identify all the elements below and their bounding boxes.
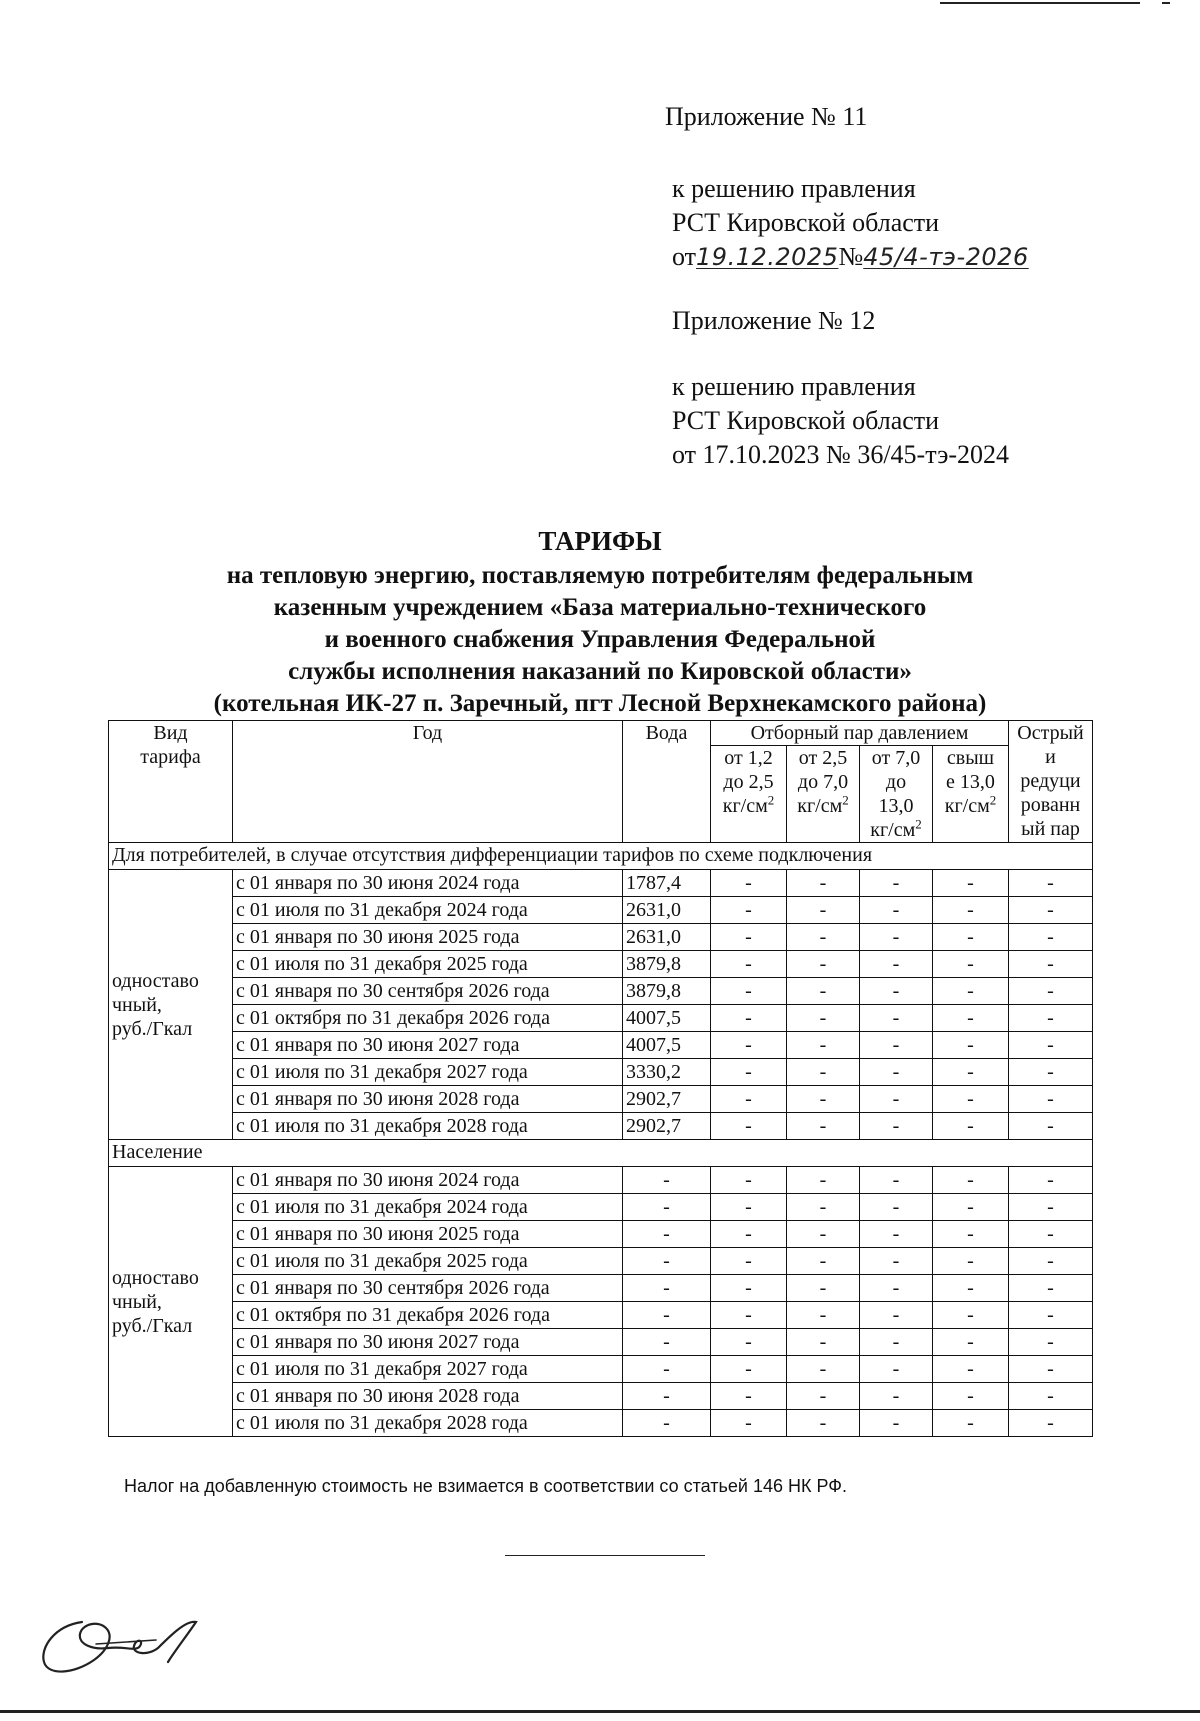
- table-row: [109, 1032, 1093, 1059]
- empty-value-cell: -: [933, 1005, 1009, 1032]
- empty-value-cell: -: [787, 1248, 860, 1275]
- empty-value-cell: -: [787, 1194, 860, 1221]
- table-row: [109, 1383, 1093, 1410]
- period-cell: с 01 января по 30 июня 2025 года: [233, 1221, 623, 1248]
- table-row: [109, 1167, 1093, 1194]
- appendix-12-line1: к решению правления: [672, 372, 916, 401]
- empty-value-cell: -: [711, 978, 787, 1005]
- appendix-12-line2: РСТ Кировской области: [672, 406, 940, 435]
- water-value-cell: 2631,0: [623, 897, 711, 924]
- appendix-12-title: Приложение № 12: [672, 306, 876, 335]
- header-year: Год: [233, 721, 623, 843]
- empty-value-cell: -: [860, 1005, 933, 1032]
- empty-value-cell: -: [860, 1248, 933, 1275]
- empty-value-cell: -: [711, 924, 787, 951]
- empty-value-cell: -: [787, 1410, 860, 1437]
- empty-value-cell: -: [1009, 870, 1093, 897]
- empty-value-cell: -: [711, 1194, 787, 1221]
- table-row: [109, 1275, 1093, 1302]
- empty-value-cell: -: [787, 1086, 860, 1113]
- water-value-cell: -: [623, 1248, 711, 1275]
- header-steam-7-13: от 7,0 до 13,0 $кг/см^2$: [860, 746, 933, 843]
- empty-value-cell: -: [860, 1302, 933, 1329]
- vat-note: Налог на добавленную стоимость не взимается в соответствии со статьей 146 НК РФ.: [124, 1476, 847, 1496]
- empty-value-cell: -: [711, 1005, 787, 1032]
- period-cell: с 01 июля по 31 декабря 2027 года: [233, 1356, 623, 1383]
- empty-value-cell: -: [1009, 1248, 1093, 1275]
- empty-value-cell: -: [1009, 1275, 1093, 1302]
- document-title: [100, 522, 1100, 720]
- empty-value-cell: -: [860, 1086, 933, 1113]
- empty-value-cell: -: [787, 978, 860, 1005]
- empty-value-cell: -: [1009, 1167, 1093, 1194]
- empty-value-cell: -: [933, 1302, 1009, 1329]
- empty-value-cell: -: [933, 1275, 1009, 1302]
- table-row: [109, 978, 1093, 1005]
- title-line: службы исполнения наказаний по Кировской области»: [288, 658, 912, 685]
- empty-value-cell: -: [860, 897, 933, 924]
- section-label: Для потребителей, в случае отсутствия дифференциации тарифов по схеме подключения: [109, 843, 1093, 870]
- empty-value-cell: -: [1009, 897, 1093, 924]
- empty-value-cell: -: [1009, 1032, 1093, 1059]
- table-row: [109, 1329, 1093, 1356]
- empty-value-cell: -: [1009, 1410, 1093, 1437]
- empty-value-cell: -: [860, 1410, 933, 1437]
- water-value-cell: 2902,7: [623, 1113, 711, 1140]
- empty-value-cell: -: [711, 1086, 787, 1113]
- period-cell: с 01 января по 30 июня 2028 года: [233, 1383, 623, 1410]
- empty-value-cell: -: [1009, 1221, 1093, 1248]
- table-row: [109, 1248, 1093, 1275]
- table-row: [109, 897, 1093, 924]
- empty-value-cell: -: [711, 1329, 787, 1356]
- header-sharp-steam: Острый и редуци рованн ый пар: [1009, 721, 1093, 843]
- water-value-cell: -: [623, 1302, 711, 1329]
- empty-value-cell: -: [860, 1167, 933, 1194]
- table-row: [109, 1356, 1093, 1383]
- water-value-cell: -: [623, 1329, 711, 1356]
- period-cell: с 01 июля по 31 декабря 2025 года: [233, 1248, 623, 1275]
- section-row: [109, 843, 1093, 870]
- appendix-11-line1: к решению правления: [672, 174, 916, 203]
- empty-value-cell: -: [711, 1167, 787, 1194]
- period-cell: с 01 октября по 31 декабря 2026 года: [233, 1005, 623, 1032]
- title-heading: ТАРИФЫ: [538, 526, 662, 556]
- water-value-cell: 4007,5: [623, 1032, 711, 1059]
- empty-value-cell: -: [860, 978, 933, 1005]
- header-tariff-kind: Вид тарифа: [109, 721, 233, 843]
- empty-value-cell: -: [787, 870, 860, 897]
- empty-value-cell: -: [933, 1032, 1009, 1059]
- water-value-cell: 3879,8: [623, 951, 711, 978]
- header-water: Вода: [623, 721, 711, 843]
- empty-value-cell: -: [933, 1113, 1009, 1140]
- appendix-12-line3: от 17.10.2023 № 36/45-тэ-2024: [672, 440, 1010, 469]
- water-value-cell: -: [623, 1356, 711, 1383]
- empty-value-cell: -: [933, 1167, 1009, 1194]
- table-row: [109, 1059, 1093, 1086]
- table-row: [109, 1410, 1093, 1437]
- empty-value-cell: -: [711, 1059, 787, 1086]
- period-cell: с 01 января по 30 июня 2024 года: [233, 1167, 623, 1194]
- period-cell: с 01 января по 30 июня 2025 года: [233, 924, 623, 951]
- empty-value-cell: -: [711, 1032, 787, 1059]
- empty-value-cell: -: [860, 870, 933, 897]
- period-cell: с 01 июля по 31 декабря 2025 года: [233, 951, 623, 978]
- title-line: казенным учреждением «База материально-технического: [273, 594, 927, 621]
- title-line: на тепловую энергию, поставляемую потребителям федеральным: [226, 562, 974, 589]
- period-cell: с 01 июля по 31 декабря 2028 года: [233, 1113, 623, 1140]
- table-row: [109, 870, 1093, 897]
- empty-value-cell: -: [1009, 1383, 1093, 1410]
- empty-value-cell: -: [787, 1329, 860, 1356]
- empty-value-cell: -: [787, 1221, 860, 1248]
- section-label: Население: [109, 1140, 1093, 1167]
- empty-value-cell: -: [933, 1221, 1009, 1248]
- empty-value-cell: -: [1009, 1302, 1093, 1329]
- table-row: [109, 924, 1093, 951]
- empty-value-cell: -: [711, 951, 787, 978]
- period-cell: с 01 января по 30 июня 2027 года: [233, 1032, 623, 1059]
- empty-value-cell: -: [711, 1410, 787, 1437]
- empty-value-cell: -: [860, 1329, 933, 1356]
- water-value-cell: -: [623, 1194, 711, 1221]
- water-value-cell: 1787,4: [623, 870, 711, 897]
- empty-value-cell: -: [711, 1221, 787, 1248]
- empty-value-cell: -: [1009, 1113, 1093, 1140]
- empty-value-cell: -: [860, 924, 933, 951]
- empty-value-cell: -: [860, 1194, 933, 1221]
- empty-value-cell: -: [933, 897, 1009, 924]
- empty-value-cell: -: [933, 1086, 1009, 1113]
- empty-value-cell: -: [787, 1059, 860, 1086]
- appendix-11-date-line: от19.12.2025№45/4-тэ-2026: [672, 242, 1029, 271]
- scan-edge-mark: [900, 0, 1200, 6]
- handwritten-date: 19.12.2025: [696, 243, 839, 271]
- header-steam-2-5-7: от 2,5 до 7,0 $кг/см^2$: [787, 746, 860, 843]
- empty-value-cell: -: [860, 1275, 933, 1302]
- empty-value-cell: -: [787, 1032, 860, 1059]
- empty-value-cell: -: [933, 1194, 1009, 1221]
- appendix-11-line2: РСТ Кировской области: [672, 208, 940, 237]
- water-value-cell: -: [623, 1275, 711, 1302]
- period-cell: с 01 октября по 31 декабря 2026 года: [233, 1302, 623, 1329]
- separator-line: [505, 1555, 705, 1556]
- empty-value-cell: -: [933, 1059, 1009, 1086]
- appendix-11-reference: [672, 172, 1029, 274]
- appendix-12-reference: [672, 370, 1009, 472]
- empty-value-cell: -: [933, 870, 1009, 897]
- table-row: [109, 951, 1093, 978]
- empty-value-cell: -: [1009, 1005, 1093, 1032]
- period-cell: с 01 июля по 31 декабря 2027 года: [233, 1059, 623, 1086]
- empty-value-cell: -: [711, 1113, 787, 1140]
- empty-value-cell: -: [787, 897, 860, 924]
- empty-value-cell: -: [1009, 1329, 1093, 1356]
- period-cell: с 01 июля по 31 декабря 2024 года: [233, 897, 623, 924]
- period-cell: с 01 января по 30 июня 2024 года: [233, 870, 623, 897]
- period-cell: с 01 января по 30 июня 2027 года: [233, 1329, 623, 1356]
- empty-value-cell: -: [787, 1167, 860, 1194]
- empty-value-cell: -: [1009, 1356, 1093, 1383]
- water-value-cell: -: [623, 1383, 711, 1410]
- empty-value-cell: -: [860, 1059, 933, 1086]
- section-row: [109, 1140, 1093, 1167]
- empty-value-cell: -: [1009, 1086, 1093, 1113]
- empty-value-cell: -: [711, 1383, 787, 1410]
- empty-value-cell: -: [787, 1005, 860, 1032]
- table-row: [109, 1302, 1093, 1329]
- table-row: [109, 1194, 1093, 1221]
- water-value-cell: 2902,7: [623, 1086, 711, 1113]
- tariff-kind-cell: одноставо чный, руб./Гкал: [109, 1167, 233, 1437]
- water-value-cell: -: [623, 1167, 711, 1194]
- period-cell: с 01 января по 30 сентября 2026 года: [233, 1275, 623, 1302]
- empty-value-cell: -: [787, 1356, 860, 1383]
- empty-value-cell: -: [933, 1383, 1009, 1410]
- empty-value-cell: -: [933, 1329, 1009, 1356]
- header-steam-1-2-5: от 1,2 до 2,5 $кг/см^2$: [711, 746, 787, 843]
- table-row: [109, 1005, 1093, 1032]
- water-value-cell: -: [623, 1410, 711, 1437]
- empty-value-cell: -: [860, 1221, 933, 1248]
- period-cell: с 01 января по 30 сентября 2026 года: [233, 978, 623, 1005]
- empty-value-cell: -: [860, 951, 933, 978]
- period-cell: с 01 июля по 31 декабря 2024 года: [233, 1194, 623, 1221]
- water-value-cell: 3330,2: [623, 1059, 711, 1086]
- empty-value-cell: -: [860, 1113, 933, 1140]
- empty-value-cell: -: [933, 951, 1009, 978]
- scan-bottom-edge: [0, 1710, 1200, 1713]
- empty-value-cell: -: [933, 1356, 1009, 1383]
- water-value-cell: 3879,8: [623, 978, 711, 1005]
- empty-value-cell: -: [787, 924, 860, 951]
- empty-value-cell: -: [711, 1275, 787, 1302]
- empty-value-cell: -: [711, 897, 787, 924]
- appendix-11-title: Приложение № 11: [665, 102, 868, 131]
- empty-value-cell: -: [711, 1302, 787, 1329]
- tariff-table: [108, 720, 1093, 1437]
- empty-value-cell: -: [1009, 1194, 1093, 1221]
- period-cell: с 01 июля по 31 декабря 2028 года: [233, 1410, 623, 1437]
- empty-value-cell: -: [787, 1383, 860, 1410]
- signature: [36, 1600, 216, 1690]
- empty-value-cell: -: [787, 1113, 860, 1140]
- water-value-cell: 2631,0: [623, 924, 711, 951]
- empty-value-cell: -: [860, 1032, 933, 1059]
- empty-value-cell: -: [787, 951, 860, 978]
- empty-value-cell: -: [1009, 924, 1093, 951]
- period-cell: с 01 января по 30 июня 2028 года: [233, 1086, 623, 1113]
- empty-value-cell: -: [711, 870, 787, 897]
- title-line: (котельная ИК-27 п. Заречный, пгт Лесной Верхнекамского района): [213, 690, 987, 717]
- water-value-cell: -: [623, 1221, 711, 1248]
- empty-value-cell: -: [1009, 978, 1093, 1005]
- table-row: [109, 1113, 1093, 1140]
- empty-value-cell: -: [787, 1275, 860, 1302]
- header-steam-over-13: свыш е 13,0 $кг/см^2$: [933, 746, 1009, 843]
- empty-value-cell: -: [860, 1356, 933, 1383]
- header-steam-group: Отборный пар давлением: [711, 721, 1009, 746]
- table-row: [109, 1221, 1093, 1248]
- empty-value-cell: -: [933, 1248, 1009, 1275]
- empty-value-cell: -: [711, 1248, 787, 1275]
- empty-value-cell: -: [1009, 951, 1093, 978]
- empty-value-cell: -: [711, 1356, 787, 1383]
- empty-value-cell: -: [933, 924, 1009, 951]
- handwritten-number: 45/4-тэ-2026: [863, 243, 1029, 271]
- table-row: [109, 1086, 1093, 1113]
- empty-value-cell: -: [933, 1410, 1009, 1437]
- empty-value-cell: -: [787, 1302, 860, 1329]
- empty-value-cell: -: [1009, 1059, 1093, 1086]
- water-value-cell: 4007,5: [623, 1005, 711, 1032]
- empty-value-cell: -: [860, 1383, 933, 1410]
- empty-value-cell: -: [933, 978, 1009, 1005]
- title-line: и военного снабжения Управления Федеральной: [324, 626, 876, 653]
- tariff-kind-cell: одноставо чный, руб./Гкал: [109, 870, 233, 1140]
